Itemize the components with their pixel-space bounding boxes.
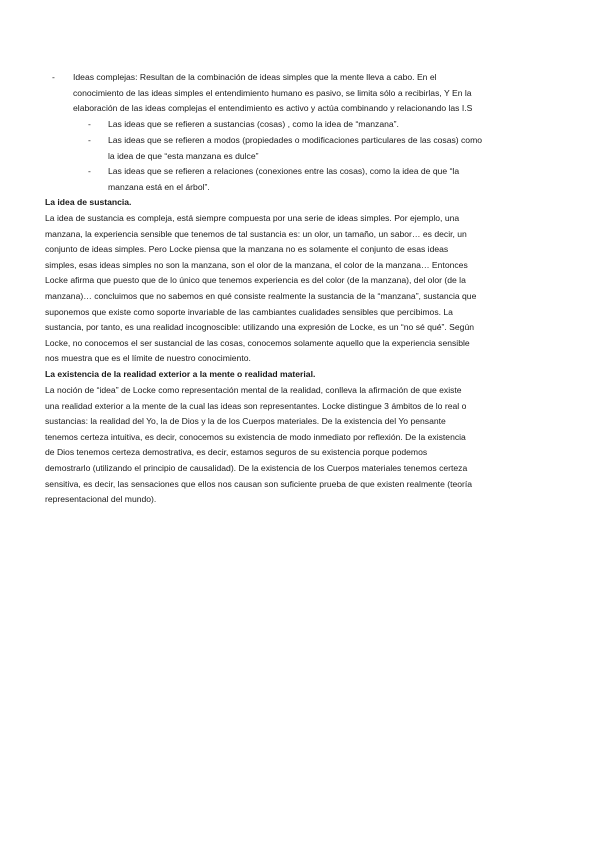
text-line: representacional del mundo). [45,494,157,505]
text-line: La idea de sustancia es compleja, está siempre compuesta por una serie de ideas simples. Por ejemplo, una [45,213,460,223]
text-line: una realidad exterior a la mente de la cual las ideas son representantes. Locke distingue 3 ámbitos de lo real o [45,400,467,411]
bullet-marker: - [88,135,91,145]
text-line: manzana, la experiencia sensible que tenemos de tal sustancia es: un olor, un tamaño, un sabor… es decir, un [45,228,467,239]
text-line: simples, esas ideas simples no son la manzana, son el olor de la manzana, el color de la manzana… Entonces [45,259,468,270]
text-line: conjunto de ideas simples. Pero Locke piensa que la manzana no es solamente el conjunto de esas ideas [45,244,449,255]
paragraph-realidad-exterior [45,383,565,508]
bullet-marker: - [52,72,55,82]
text-line: la idea de que “esta manzana es dulce” [108,150,259,161]
text-line: manzana)… concluimos que no sabemos en qué consiste realmente la sustancia de la “manzana”, sustancia que [45,290,477,301]
text-line: nos muestra que es el límite de nuestro conocimiento. [45,353,251,364]
text-line: sustancias: la realidad del Yo, la de Dios y la de los Cuerpos materiales. De la existencia del Yo pensante [45,416,446,427]
text-line: La noción de “idea” de Locke como representación mental de la realidad, conlleva la afirmación de que existe [45,385,462,395]
text-line: sensitiva, es decir, las sensaciones que ellos nos causan son suficiente prueba de que existen realmente (teoría [45,478,473,489]
text-line: demostrarlo (utilizando el principio de causalidad). De la existencia de los Cuerpos materiales tenemos certeza [45,462,468,473]
sub-bullet-relaciones [88,164,543,195]
text-line: de Dios tenemos certeza demostrativa, es decir, estamos seguros de su existencia porque podemos [45,447,428,458]
text-line: Las ideas que se refieren a sustancias (cosas) , como la idea de “manzana”. [108,119,399,129]
text-line: tenemos certeza intuitiva, es decir, conocemos su existencia de modo inmediato por reflexión. De la existencia [45,431,466,442]
section-heading-sustancia: La idea de sustancia. [45,197,132,207]
text-line: suponemos que existe como soporte invariable de las cambiantes cualidades sensibles que percibimos. La [45,306,453,317]
text-line: conocimiento de las ideas simples el entendimiento humano es pasivo, se limita sólo a recibirlas, Y En la [73,87,472,98]
sub-bullet-modos [88,133,543,164]
text-line: Locke afirma que puesto que de lo único que tenemos experiencia es del color (de la manzana), del olor (de la [45,275,466,286]
text-line: Locke, no conocemos el ser sustancial de las cosas, conocemos solamente aquello que la experiencia sensible [45,337,470,348]
text-line: sustancia, por tanto, es una realidad incognoscible: utilizando una expresión de Locke, es un “no sé qué”. Según [45,322,475,333]
bullet-ideas-complejas [52,70,543,117]
text-line: elaboración de las ideas complejas el entendimiento es activo y actúa combinando y relacionando las I.S [73,103,473,114]
bullet-marker: - [88,119,91,129]
text-line: Las ideas que se refieren a modos (propiedades o modificaciones particulares de las cosas) como [108,135,483,145]
paragraph-sustancia [45,211,565,367]
text-line: Ideas complejas: Resultan de la combinación de ideas simples que la mente lleva a cabo. En el [73,72,437,82]
sub-bullet-sustancias [88,117,543,133]
section-heading-realidad-exterior: La existencia de la realidad exterior a la mente o realidad material. [45,369,316,379]
text-line: manzana está en el árbol”. [108,181,210,192]
bullet-marker: - [88,166,91,176]
text-line: Las ideas que se refieren a relaciones (conexiones entre las cosas), como la idea de que “la [108,166,460,176]
